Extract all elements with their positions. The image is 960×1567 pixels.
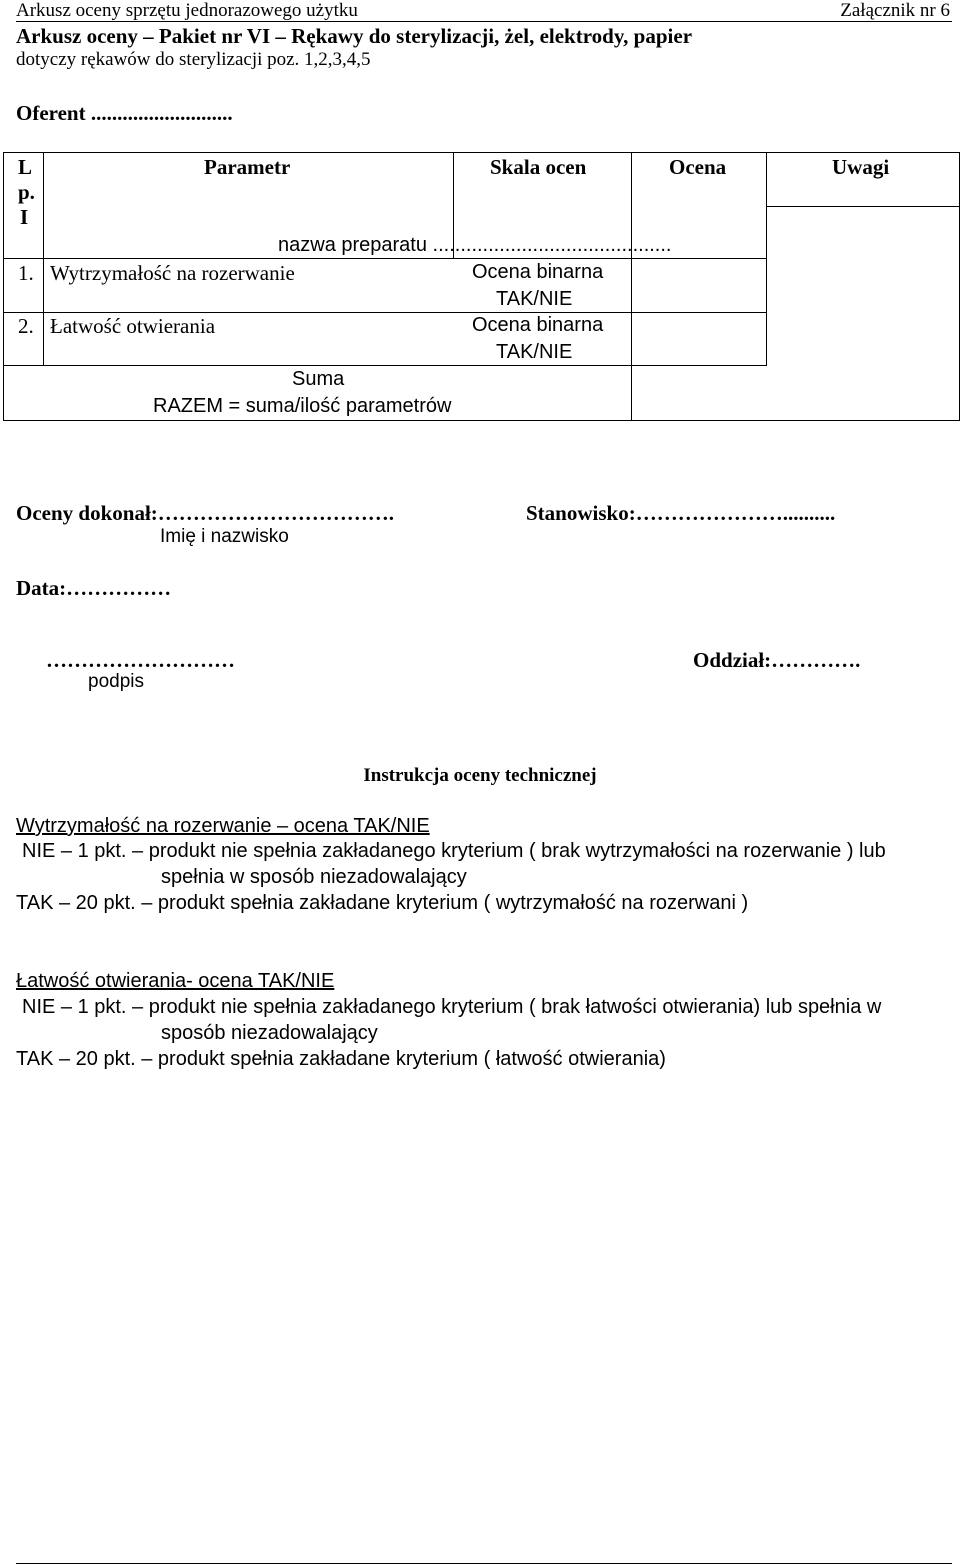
header-row-rule xyxy=(3,258,767,259)
section1-heading: Wytrzymałość na rozerwanie – ocena TAK/NIE xyxy=(16,815,430,837)
uwagi-header: Uwagi xyxy=(832,155,890,179)
skala-header: Skala ocen xyxy=(490,155,587,179)
oddzial-field: Oddział:…………. xyxy=(693,648,861,672)
row2-parametr: Łatwość otwierania xyxy=(50,314,216,338)
evaluation-table xyxy=(0,0,960,430)
table-border-top xyxy=(3,152,960,153)
row1-parametr: Wytrzymałość na rozerwanie xyxy=(50,261,295,285)
stanowisko-field: Stanowisko:………………….......... xyxy=(526,501,836,525)
data-field: Data:…………… xyxy=(16,576,172,600)
document-subtitle: dotyczy rękawów do sterylizacji poz. 1,2,3,4,5 xyxy=(16,49,371,70)
ocena-header: Ocena xyxy=(669,155,727,179)
row2-lp: 2. xyxy=(18,314,34,338)
row1-skala-line2: TAK/NIE xyxy=(496,288,573,310)
section2-line3: TAK – 20 pkt. – produkt spełnia zakładane kryterium ( łatwość otwierania) xyxy=(16,1048,666,1070)
row2-skala-line2: TAK/NIE xyxy=(496,341,573,363)
row1-skala-line1: Ocena binarna xyxy=(472,261,604,283)
section1-line1: NIE – 1 pkt. – produkt nie spełnia zakładanego kryterium ( brak wytrzymałości na rozerwanie ) lub xyxy=(22,840,886,862)
lp-header-line1: L xyxy=(18,155,33,179)
parametr-header: Parametr xyxy=(204,155,291,179)
lp-header-line2: p. xyxy=(18,180,35,204)
row2-skala-line1: Ocena binarna xyxy=(472,314,604,336)
row1-lp: 1. xyxy=(18,261,34,285)
lp-column-divider xyxy=(43,152,44,365)
section2-line1: NIE – 1 pkt. – produkt nie spełnia zakładanego kryterium ( brak łatwości otwierania) lub spełnia w xyxy=(22,996,882,1018)
table-border-left xyxy=(3,152,4,420)
annex-number: Załącznik nr 6 xyxy=(840,0,950,21)
podpis-caption: podpis xyxy=(88,671,144,692)
footer-rule xyxy=(16,1563,952,1564)
document-title: Arkusz oceny – Pakiet nr VI – Rękawy do sterylizacji, żel, elektrody, papier xyxy=(16,24,693,48)
skala-column-divider xyxy=(631,152,632,420)
suma-label: Suma xyxy=(292,368,345,390)
section2-line2: sposób niezadowalający xyxy=(161,1022,378,1044)
section1-line2: spełnia w sposób niezadowalający xyxy=(161,866,467,888)
oceny-dokonal-field: Oceny dokonał:……………………………. xyxy=(16,501,395,525)
oferent-field: Oferent ........................... xyxy=(16,101,233,125)
instructions-title: Instrukcja oceny technicznej xyxy=(363,765,597,786)
podpis-dots: ……………………… xyxy=(46,648,235,672)
row2-rule xyxy=(3,365,767,366)
ocena-column-divider xyxy=(766,152,767,365)
table-border-bottom xyxy=(3,420,960,421)
section2-heading: Łatwość otwierania- ocena TAK/NIE xyxy=(16,970,335,992)
razem-label: RAZEM = suma/ilość parametrów xyxy=(153,395,452,417)
preparat-name: nazwa preparatu ........................................... xyxy=(278,234,672,256)
document-header-left: Arkusz oceny sprzętu jednorazowego użytku xyxy=(16,0,358,21)
lp-header-line3: I xyxy=(20,205,29,229)
uwagi-header-rule xyxy=(766,206,960,207)
row1-rule xyxy=(3,312,767,313)
imie-nazwisko-caption: Imię i nazwisko xyxy=(160,526,289,547)
section1-line3: TAK – 20 pkt. – produkt spełnia zakładane kryterium ( wytrzymałość na rozerwani ) xyxy=(16,892,749,914)
